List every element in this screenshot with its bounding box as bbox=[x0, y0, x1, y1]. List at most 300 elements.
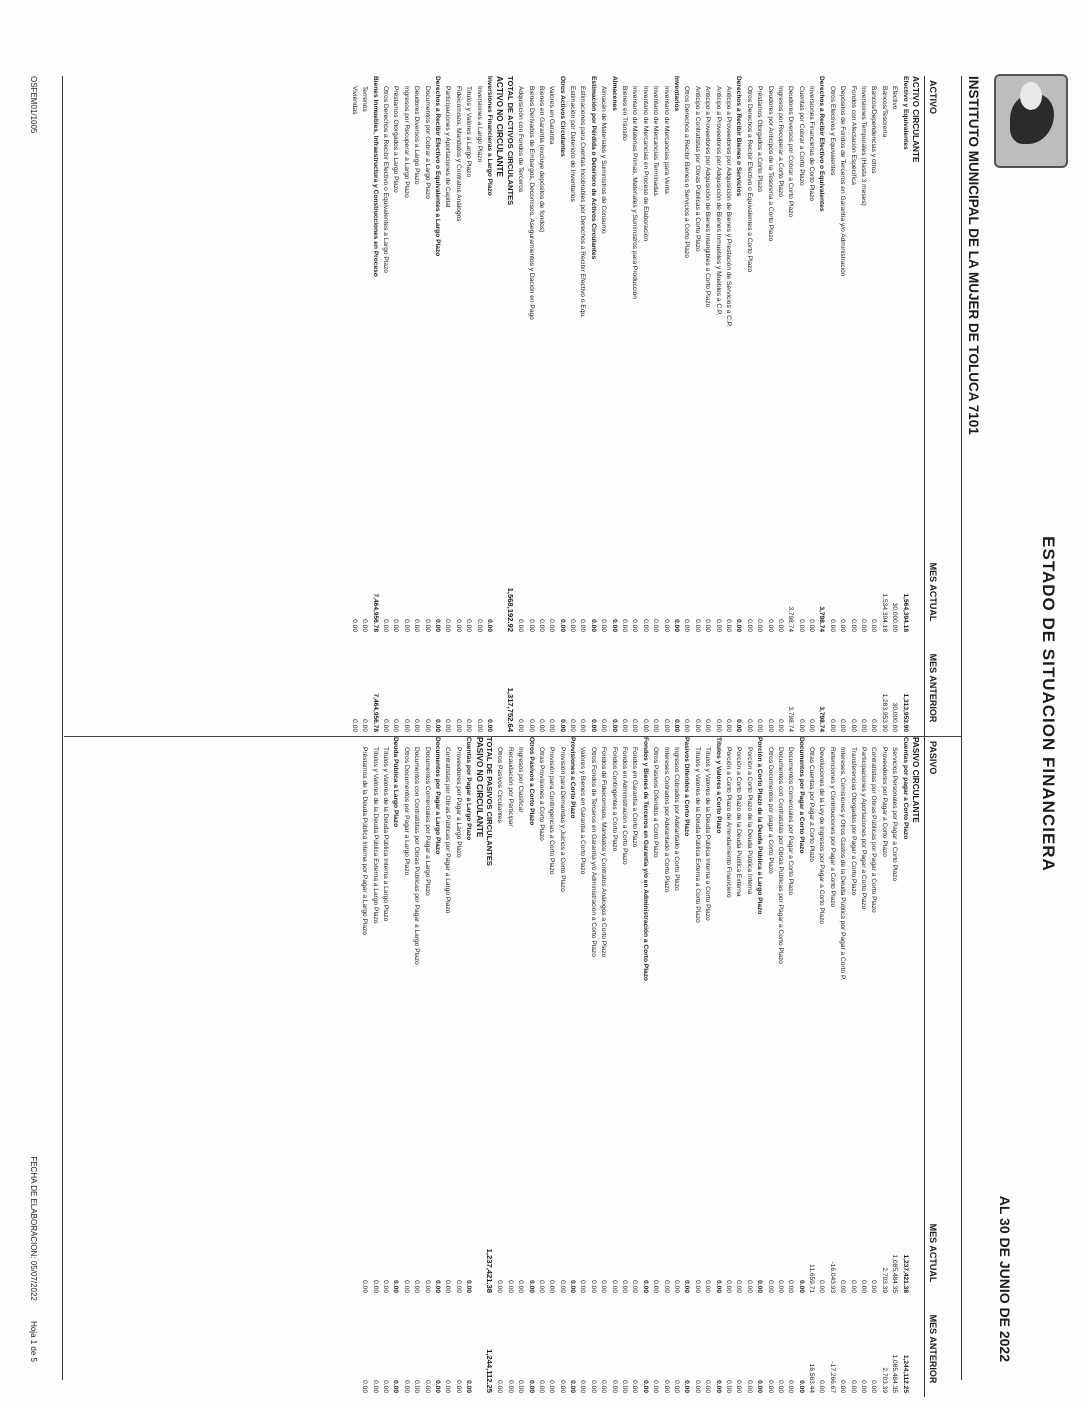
statement-row bbox=[349, 76, 359, 736]
previous-month-value: 0.00 bbox=[548, 719, 556, 732]
row-label: Anticipo a Proveedores por Adquisición de Bienes Inmuebles y Muebles a C.P. bbox=[714, 86, 722, 316]
row-label: Adquisición con Fondos de Terceros bbox=[517, 86, 525, 193]
row-label: Fondos y Bienes de Terceros en Garantía y/o en Administración a Corto Plazo bbox=[641, 737, 649, 982]
previous-month-value: 0.00 bbox=[382, 1380, 390, 1393]
current-month-value: 3,798.74 bbox=[787, 606, 795, 632]
previous-month-value: 1,244,112.25 bbox=[901, 1354, 909, 1393]
current-month-value: 0.00 bbox=[527, 619, 535, 632]
row-label: Ingresos por Recuperar a Corto Plazo bbox=[776, 86, 784, 198]
row-label: Derechos a Recibir Efectivo o Equivalentes bbox=[818, 76, 826, 212]
previous-month-value: 0.00 bbox=[527, 1380, 535, 1393]
current-month-value: 0.00 bbox=[579, 619, 587, 632]
row-label: Intereses, Comisiones y Otros Gastos de la Deuda Pública por Pagar a Corto P. bbox=[839, 747, 847, 981]
row-label: Derechos a Recibir Bienes o Servicios bbox=[735, 76, 743, 197]
row-label: Inventario de Mercancías Terminadas bbox=[652, 86, 660, 196]
statement-row bbox=[764, 76, 774, 736]
previous-month-value: 0.00 bbox=[444, 1380, 452, 1393]
previous-month-value: 0.00 bbox=[860, 719, 868, 732]
current-month-value: 0.00 bbox=[662, 1280, 670, 1293]
row-label: Fideicomisos, Mandatos y Contratos Análogos bbox=[454, 86, 462, 222]
current-month-value: 0.00 bbox=[808, 619, 816, 632]
current-month-value: 0.00 bbox=[839, 1280, 847, 1293]
current-month-value: 0.00 bbox=[527, 1280, 535, 1293]
row-label: Devoluciones de la Ley de Ingresos por Pagar a Corto Plazo bbox=[818, 747, 826, 925]
current-month-value: 0.00 bbox=[371, 1280, 379, 1293]
current-month-value: 0.00 bbox=[776, 619, 784, 632]
row-label: Préstamos Otorgados a Corto Plazo bbox=[756, 86, 764, 192]
current-month-value: 11,659.71 bbox=[808, 1264, 816, 1293]
row-label: Bancos/Dependencias y otros bbox=[870, 86, 878, 174]
previous-month-value: 0.00 bbox=[569, 719, 577, 732]
activo-current-header: MES ACTUAL bbox=[928, 562, 938, 622]
current-month-value: 0.00 bbox=[797, 1280, 805, 1293]
statement-row bbox=[795, 737, 805, 1397]
row-label: Otros Derechos a Recibir Bienes o Servicios a Corto Plazo bbox=[683, 86, 691, 258]
row-label: Bienes en Garantía (excluye depósitos de fondos) bbox=[537, 86, 545, 233]
row-label: Otros Pasivos Circulantes bbox=[496, 747, 504, 823]
row-label: Otros Pasivos a Corto Plazo bbox=[527, 737, 535, 826]
current-month-value: 0.00 bbox=[849, 1280, 857, 1293]
statement-row bbox=[806, 76, 816, 736]
current-month-value bbox=[473, 1197, 483, 1297]
row-label: Títulos y Valores de la Deuda Pública Interna a Largo Plazo bbox=[382, 747, 390, 922]
previous-month-value: 0.00 bbox=[693, 719, 701, 732]
statement-row bbox=[369, 737, 379, 1397]
statement-row bbox=[629, 76, 639, 736]
statement-row bbox=[847, 737, 857, 1397]
row-label: Títulos y Valores de la Deuda Pública Interna a Corto Plazo bbox=[704, 747, 712, 921]
row-label: TOTAL DE ACTIVOS CIRCULANTES bbox=[505, 76, 515, 206]
row-label: Porción a Corto Plazo de Arrendamiento Financiero bbox=[724, 747, 732, 898]
row-label: Contratistas por Obras Públicas por Pagar a Corto Plazo bbox=[870, 747, 878, 913]
current-month-value: 0.00 bbox=[465, 1280, 473, 1293]
current-month-value: 0.00 bbox=[465, 619, 473, 632]
row-label: Otros Documentos por Pagar a Largo Plazo bbox=[402, 747, 410, 876]
previous-month-value: 2,703.39 bbox=[880, 1367, 888, 1393]
previous-month-value: 0.00 bbox=[766, 1380, 774, 1393]
statement-row bbox=[785, 737, 795, 1397]
statement-row bbox=[868, 737, 878, 1397]
statement-row bbox=[878, 737, 888, 1397]
row-label: Fondos en Administración a Corto Plazo bbox=[621, 747, 629, 865]
row-label: Almacenes bbox=[610, 76, 618, 111]
previous-month-value: 0.00 bbox=[558, 1380, 566, 1393]
previous-month-value: 0.00 bbox=[735, 1380, 743, 1393]
row-label: Anticipo a Proveedores por Adquisición de Bienes y Prestación de Servicios a C.P. bbox=[724, 86, 732, 328]
current-month-value: 0.00 bbox=[828, 619, 836, 632]
current-month-value: 1,237,421.38 bbox=[484, 1248, 494, 1293]
current-month-value: 0.00 bbox=[652, 1280, 660, 1293]
statement-row bbox=[411, 737, 421, 1397]
previous-month-value: 0.00 bbox=[776, 719, 784, 732]
previous-month-value: 0.00 bbox=[454, 719, 462, 732]
previous-month-value: 0.00 bbox=[631, 1380, 639, 1393]
row-label: Servicios Personales por Pagar a Corto Plazo bbox=[891, 747, 899, 882]
previous-month-value: 0.00 bbox=[579, 1380, 587, 1393]
current-month-value: 30,000.00 bbox=[891, 602, 899, 632]
row-label: Participaciones y Aportaciones por Pagar a Corto Plazo bbox=[860, 747, 868, 910]
current-month-value: 0.00 bbox=[631, 619, 639, 632]
row-label: Efectivo y Equivalentes bbox=[901, 76, 909, 150]
current-month-value: 0.00 bbox=[860, 619, 868, 632]
previous-month-value: 0.00 bbox=[496, 1380, 504, 1393]
row-label: Bienes Derivados de Embargos, Decomisos, Aseguramientos y Dación en Pago bbox=[527, 86, 535, 320]
statement-row bbox=[899, 737, 909, 1397]
current-month-value: 0.00 bbox=[382, 619, 390, 632]
previous-month-value: 0.00 bbox=[537, 1380, 545, 1393]
previous-month-value bbox=[494, 636, 504, 736]
pasivo-section bbox=[64, 736, 962, 1397]
current-month-value: 0.00 bbox=[673, 1280, 681, 1293]
statement-row bbox=[588, 76, 598, 736]
statement-row bbox=[421, 76, 431, 736]
current-month-value: 0.00 bbox=[382, 1280, 390, 1293]
previous-month-value: 0.00 bbox=[870, 1380, 878, 1393]
statement-row bbox=[515, 76, 525, 736]
current-month-value: 0.00 bbox=[569, 619, 577, 632]
previous-month-value: 0.00 bbox=[839, 719, 847, 732]
activo-previous-header: MES ANTERIOR bbox=[928, 653, 938, 723]
current-month-value: 0.00 bbox=[714, 1280, 722, 1293]
previous-month-value: 0.00 bbox=[610, 719, 618, 732]
statement-row bbox=[868, 76, 878, 736]
row-label: Participaciones y Aportaciones de Capital bbox=[444, 86, 452, 208]
previous-month-value: 0.00 bbox=[610, 1380, 618, 1393]
current-month-value: 0.00 bbox=[600, 619, 608, 632]
current-month-value: 1,237,421.38 bbox=[901, 1254, 909, 1293]
previous-month-value: 0.00 bbox=[444, 719, 452, 732]
current-month-value: 0.00 bbox=[662, 619, 670, 632]
statement-row bbox=[650, 76, 660, 736]
previous-month-value: 0.00 bbox=[714, 719, 722, 732]
previous-month-value: 1,283,953.90 bbox=[880, 693, 888, 732]
statement-row bbox=[432, 737, 442, 1397]
previous-month-value: 0.00 bbox=[423, 1380, 431, 1393]
statement-row bbox=[536, 737, 546, 1397]
row-label: Inversiones Financieras a Largo Plazo bbox=[485, 76, 493, 196]
current-month-value: 1,568,192.92 bbox=[505, 587, 515, 632]
row-label: Otros Derechos a Recibir Efectivo o Equivalentes a Largo Plazo bbox=[382, 86, 390, 273]
statement-row bbox=[847, 76, 857, 736]
statement-row bbox=[556, 76, 566, 736]
row-label: Almacén de Materiales y Suministros de Consumo bbox=[600, 86, 608, 234]
statement-row bbox=[639, 76, 649, 736]
statement-row bbox=[515, 737, 525, 1397]
statement-row bbox=[702, 76, 712, 736]
current-month-value: 0.00 bbox=[402, 1280, 410, 1293]
previous-month-value: 1,313,953.90 bbox=[901, 693, 909, 732]
row-label: Anticipo a Contratistas por Obras Públicas a Corto Plazo bbox=[693, 86, 701, 252]
row-label: Otros Pasivos Diferidos a Corto Plazo bbox=[652, 747, 660, 858]
current-month-value: 0.00 bbox=[485, 619, 493, 632]
previous-month-value: 0.00 bbox=[704, 719, 712, 732]
statement-row bbox=[546, 737, 556, 1397]
row-label: ACTIVO CIRCULANTE bbox=[911, 76, 920, 163]
statement-row bbox=[359, 737, 369, 1397]
row-label: Títulos y Valores a Corto Plazo bbox=[714, 737, 722, 834]
row-label: Proveedores por Pagar a Corto Plazo bbox=[880, 747, 888, 857]
row-label: Inversiones Financieras de Corto Plazo bbox=[808, 86, 816, 202]
row-label: Documentos Comerciales por Pagar a Corto Plazo bbox=[787, 747, 795, 896]
previous-month-value: 0.00 bbox=[621, 1380, 629, 1393]
row-label: Bancos/Tesorería bbox=[880, 86, 888, 138]
statement-row bbox=[494, 76, 504, 736]
statement-row bbox=[889, 76, 899, 736]
previous-month-value: 0.00 bbox=[766, 719, 774, 732]
current-month-value: 0.00 bbox=[350, 619, 358, 632]
statement-row bbox=[463, 737, 473, 1397]
statement-row bbox=[629, 737, 639, 1397]
row-label: Bienes Inmuebles, Infraestructura y Construcciones en Proceso bbox=[371, 76, 379, 277]
current-month-value: 7,464,956.78 bbox=[371, 593, 379, 632]
row-label: Documentos por Cobrar a Largo Plazo bbox=[423, 86, 431, 199]
previous-month-value: 3,798.74 bbox=[787, 706, 795, 732]
current-month-value: 0.00 bbox=[537, 619, 545, 632]
current-month-value: 0.00 bbox=[444, 619, 452, 632]
previous-month-value: 0.00 bbox=[745, 719, 753, 732]
report-date: AL 30 DE JUNIO DE 2022 bbox=[997, 1195, 1013, 1362]
current-month-value: 0.00 bbox=[756, 619, 764, 632]
statement-row bbox=[858, 737, 868, 1397]
current-month-value: 1,534,394.18 bbox=[880, 593, 888, 632]
statement-row bbox=[754, 737, 764, 1397]
statement-row bbox=[463, 76, 473, 736]
previous-month-value: 3,798.74 bbox=[818, 706, 826, 732]
statement-row bbox=[390, 76, 400, 736]
previous-month-value: 0.00 bbox=[485, 719, 493, 732]
previous-month-value: 0.00 bbox=[413, 1380, 421, 1393]
previous-month-value: 1,244,112.25 bbox=[484, 1349, 494, 1393]
current-month-value: 0.00 bbox=[714, 619, 722, 632]
statement-row bbox=[691, 737, 701, 1397]
current-month-value: 0.00 bbox=[434, 619, 442, 632]
previous-month-value: 0.00 bbox=[454, 1380, 462, 1393]
current-month-value bbox=[910, 536, 920, 636]
statement-row bbox=[608, 737, 618, 1397]
statement-row bbox=[671, 76, 681, 736]
statement-row bbox=[504, 737, 514, 1397]
activo-column-header bbox=[924, 76, 962, 736]
current-month-value bbox=[910, 1197, 920, 1297]
current-month-value: 0.00 bbox=[849, 619, 857, 632]
current-month-value: 0.00 bbox=[724, 619, 732, 632]
previous-month-value: 0.00 bbox=[579, 719, 587, 732]
statement-row bbox=[733, 737, 743, 1397]
row-label: Transferencias Otorgadas por Pagar a Corto Plazo bbox=[849, 747, 857, 896]
row-label: Proveedores por Pagar a Largo Plazo bbox=[454, 747, 462, 858]
page-number: Hoja 1 de 5 bbox=[29, 1321, 38, 1362]
statement-row bbox=[421, 737, 431, 1397]
statement-row bbox=[380, 76, 390, 736]
current-month-value: 3,798.74 bbox=[818, 606, 826, 632]
statement-row bbox=[826, 76, 836, 736]
statement-row bbox=[390, 737, 400, 1397]
current-month-value: 0.00 bbox=[631, 1280, 639, 1293]
current-month-value: 0.00 bbox=[724, 1280, 732, 1293]
current-month-value: 2,703.39 bbox=[880, 1267, 888, 1293]
statement-row bbox=[494, 737, 504, 1397]
row-label: Provisión para Contingencias a Corto Plazo bbox=[548, 747, 556, 875]
current-month-value: 0.00 bbox=[569, 1280, 577, 1293]
row-label: Porción a Corto Plazo de la Deuda Pública Interna bbox=[745, 747, 753, 895]
statement-row bbox=[681, 737, 691, 1397]
statement-row bbox=[619, 76, 629, 736]
statement-row bbox=[588, 737, 598, 1397]
previous-month-value: 0.00 bbox=[693, 1380, 701, 1393]
previous-month-value: 1,317,752.64 bbox=[505, 687, 515, 732]
activo-concept-header: ACTIVO bbox=[928, 80, 938, 115]
statement-row bbox=[910, 76, 920, 736]
statement-row bbox=[473, 737, 483, 1397]
row-label: Inventarios bbox=[673, 76, 681, 112]
previous-month-value: 0.00 bbox=[361, 719, 369, 732]
previous-month-value: 0.00 bbox=[745, 1380, 753, 1393]
current-month-value: 0.00 bbox=[506, 1280, 514, 1293]
current-month-value: 0.00 bbox=[402, 619, 410, 632]
row-label: PASIVO NO CIRCULANTE bbox=[474, 737, 484, 838]
previous-month-value: 0.00 bbox=[621, 719, 629, 732]
statement-row bbox=[733, 76, 743, 736]
row-label: Efectivo bbox=[891, 86, 899, 110]
statement-row bbox=[671, 737, 681, 1397]
row-label: Fondos de Fideicomisos, Mandatos y Contratos Análogos a Corto Plazo bbox=[600, 747, 608, 958]
previous-month-value: 16,563.44 bbox=[808, 1363, 816, 1393]
row-label: Cuentas por Cobrar a Corto Plazo bbox=[797, 86, 805, 186]
statement-row bbox=[806, 737, 816, 1397]
statement-row bbox=[723, 737, 733, 1397]
row-label: Recaudación por Participar bbox=[506, 747, 514, 827]
statement-row bbox=[764, 737, 774, 1397]
row-label: Préstamos Otorgados a Largo Plazo bbox=[392, 86, 400, 193]
row-label: Otros Derechos a Recibir Efectivo o Equivalentes a Corto Plazo bbox=[745, 86, 753, 273]
current-month-value: 0.00 bbox=[517, 619, 525, 632]
statement-row bbox=[775, 76, 785, 736]
previous-month-value: 30,000.00 bbox=[891, 702, 899, 732]
statement-row bbox=[608, 76, 618, 736]
current-month-value: 0.00 bbox=[361, 1280, 369, 1293]
row-label: Documentos con Contratistas por Obras Públicas por Pagar a Corto Plazo bbox=[776, 747, 784, 964]
previous-month-value: 0.00 bbox=[714, 1380, 722, 1393]
activo-section bbox=[64, 76, 962, 736]
row-label: Ingresos Cobrados por Adelantado a Corto Plazo bbox=[673, 747, 681, 891]
row-label: Inventario de Materias Primas, Materiales y Suministros para Producción bbox=[631, 86, 639, 299]
pasivo-column-header bbox=[924, 737, 962, 1397]
statement-row bbox=[452, 76, 462, 736]
statement-row bbox=[504, 76, 514, 736]
statement-row bbox=[702, 737, 712, 1397]
current-month-value: 0.00 bbox=[558, 1280, 566, 1293]
current-month-value: 0.00 bbox=[766, 619, 774, 632]
previous-month-value: 0.00 bbox=[434, 1380, 442, 1393]
statement-row bbox=[359, 76, 369, 736]
statement-row bbox=[816, 737, 826, 1397]
previous-month-value: 0.00 bbox=[818, 1380, 826, 1393]
current-month-value: 0.00 bbox=[475, 619, 483, 632]
statement-row bbox=[826, 737, 836, 1397]
statement-row bbox=[723, 76, 733, 736]
current-month-value: 0.00 bbox=[454, 619, 462, 632]
statement-row bbox=[442, 737, 452, 1397]
statement-row bbox=[660, 737, 670, 1397]
row-label: Otras Provisiones a Corto Plazo bbox=[537, 747, 545, 841]
current-month-value: 0.00 bbox=[818, 1280, 826, 1293]
row-label: Fondos en Garantía a Corto Plazo bbox=[631, 747, 639, 848]
statement-row bbox=[400, 737, 410, 1397]
statement-row bbox=[619, 737, 629, 1397]
row-label: Estimaciones para Cuentas Incobrables por Derechos a Recibir Efectivo o Equ. bbox=[579, 86, 587, 318]
row-label: Ingresos por Clasificar bbox=[517, 747, 525, 813]
statement-row bbox=[400, 76, 410, 736]
current-month-value: 0.00 bbox=[641, 619, 649, 632]
previous-month-value: 0.00 bbox=[860, 1380, 868, 1393]
previous-month-value: 0.00 bbox=[641, 1380, 649, 1393]
row-label: Valores en Garantía bbox=[548, 86, 556, 145]
previous-month-value: 0.00 bbox=[465, 1380, 473, 1393]
current-month-value: 0.00 bbox=[693, 1280, 701, 1293]
row-label: Anticipo a Proveedores por Adquisición de Bienes Intangibles a Corto Plazo bbox=[704, 86, 712, 308]
current-month-value: 0.00 bbox=[683, 1280, 691, 1293]
previous-month-value: 0.00 bbox=[662, 719, 670, 732]
previous-month-value: -17,266.67 bbox=[828, 1361, 836, 1393]
previous-month-value: 0.00 bbox=[413, 719, 421, 732]
current-month-value: 0.00 bbox=[423, 1280, 431, 1293]
current-month-value: 0.00 bbox=[776, 1280, 784, 1293]
row-label: Inventario de Mercancías en Proceso de Elaboración bbox=[641, 86, 649, 242]
current-month-value: 0.00 bbox=[496, 1280, 504, 1293]
current-month-value: 0.00 bbox=[870, 619, 878, 632]
previous-month-value: 0.00 bbox=[735, 719, 743, 732]
current-month-value: 0.00 bbox=[683, 619, 691, 632]
statement-row bbox=[556, 737, 566, 1397]
current-month-value: 0.00 bbox=[361, 619, 369, 632]
pasivo-previous-header: MES ANTERIOR bbox=[928, 1314, 938, 1384]
statement-row bbox=[910, 737, 920, 1397]
statement-row bbox=[837, 737, 847, 1397]
previous-month-value: 0.00 bbox=[517, 1380, 525, 1393]
previous-month-value: 0.00 bbox=[589, 1380, 597, 1393]
row-label: Otros Documentos por pagar a Corto Plazo bbox=[766, 747, 774, 874]
previous-month-value bbox=[473, 1297, 483, 1397]
previous-month-value: 0.00 bbox=[797, 1380, 805, 1393]
row-label: Inversiones Temporales (Hasta 3 meses) bbox=[860, 86, 868, 206]
row-label: Intereses Cobrados por Adelantado a Corto Plazo bbox=[662, 747, 670, 893]
previous-month-value: 0.00 bbox=[361, 1380, 369, 1393]
previous-month-value: 0.00 bbox=[808, 719, 816, 732]
row-label: Inversiones a Largo Plazo bbox=[475, 86, 483, 163]
row-label: Derechos a Recibir Efectivo o Equivalentes a Largo Plazo bbox=[434, 76, 442, 257]
current-month-value: 0.00 bbox=[454, 1280, 462, 1293]
row-label: Depósitos de Fondos de Terceros en Garantía y/o Administración bbox=[839, 86, 847, 277]
statement-row bbox=[567, 76, 577, 736]
row-label: Contratistas por Obras Públicas por Pagar a Largo Plazo bbox=[444, 747, 452, 914]
statement-row bbox=[546, 76, 556, 736]
row-label: Estimación por Deterioro de Inventarios bbox=[569, 86, 577, 202]
statement-row bbox=[577, 76, 587, 736]
current-month-value: 0.00 bbox=[673, 619, 681, 632]
row-label: Porción a Corto Plazo de la Deuda Pública Externa bbox=[735, 747, 743, 897]
previous-month-value bbox=[910, 636, 920, 736]
row-label: Cuentas por Pagar a Largo Plazo bbox=[465, 737, 473, 841]
statement-row bbox=[681, 76, 691, 736]
previous-month-value: 0.00 bbox=[569, 1380, 577, 1393]
row-label: PASIVO CIRCULANTE bbox=[911, 737, 920, 823]
row-label: Otras Cuentas por Pagar a Corto Plazo bbox=[808, 747, 816, 863]
pasivo-current-header: MES ACTUAL bbox=[928, 1223, 938, 1283]
previous-month-value: 0.00 bbox=[787, 1380, 795, 1393]
row-label: Inventario de Mercancías para Venta bbox=[662, 86, 670, 194]
statement-row bbox=[473, 76, 483, 736]
statement-row bbox=[484, 737, 494, 1397]
